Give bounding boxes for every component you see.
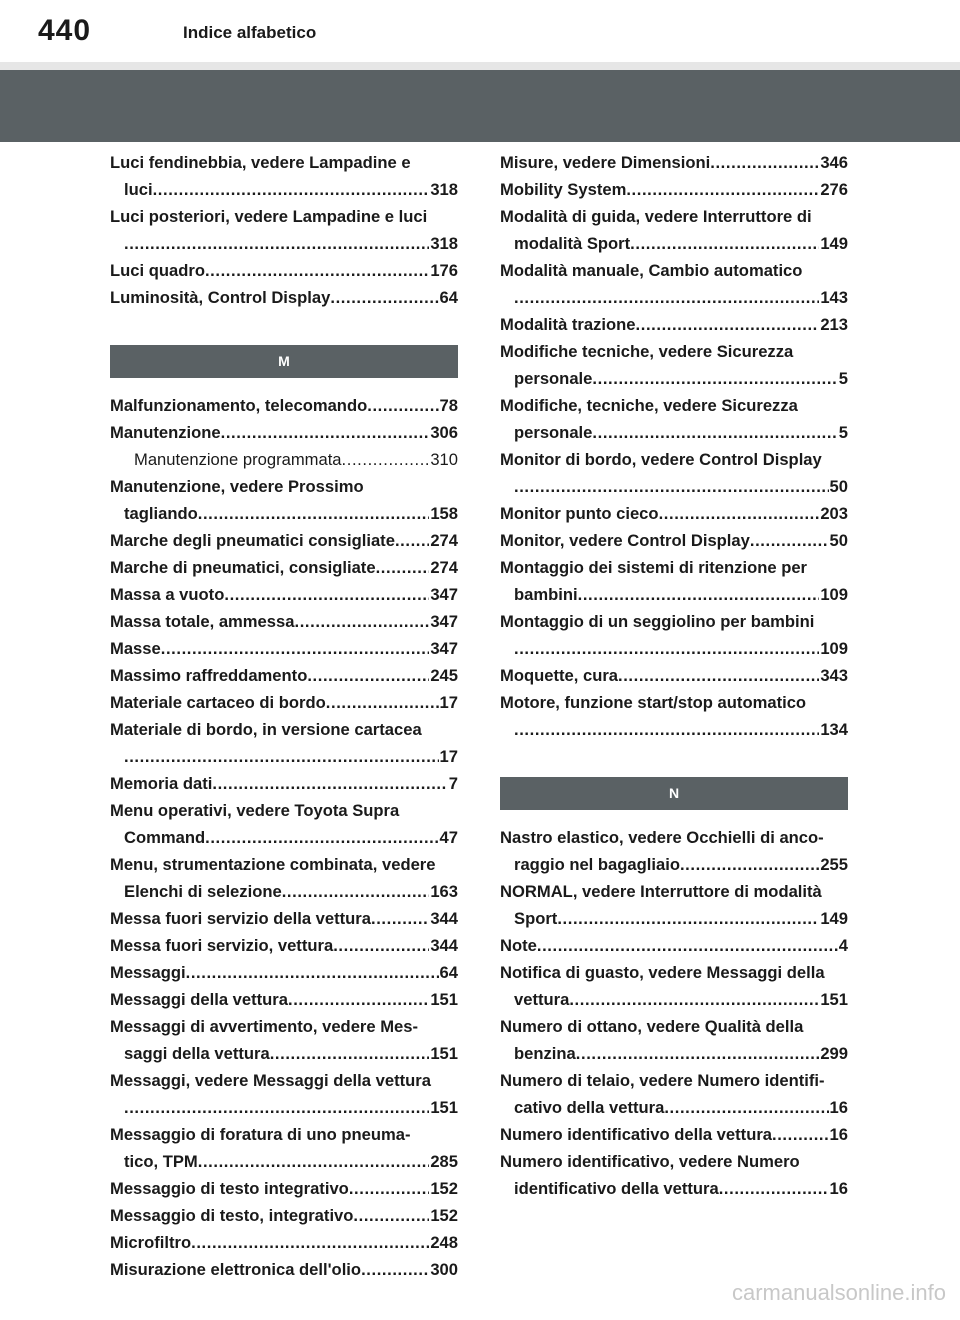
entry-page-line [110,527,458,554]
entry-text: Luci fendinebbia, vedere Lampadine e [110,153,411,172]
entry-page-line [500,284,848,311]
entry-page-line [110,824,458,851]
entry-page-number: 17 [439,747,458,766]
index-entry [110,1202,458,1229]
page-number: 440 [38,14,92,47]
entry-text: Materiale di bordo, in versione cartacea [110,720,422,739]
entry-page-number: 274 [430,531,458,550]
entry-page-line [500,149,848,176]
entry-page-line [500,419,848,446]
dot-leader [618,662,819,689]
header-band [0,70,960,142]
dot-leader [514,284,819,311]
entry-text: Monitor di bordo, vedere Control Display [500,450,822,469]
index-entry [500,149,848,176]
entry-page-number: 299 [820,1044,848,1063]
index-entry [500,1121,848,1148]
entry-page-number: 347 [430,585,458,604]
entry-page-line [500,662,848,689]
entry-page-line [110,689,458,716]
index-entry [500,1148,848,1202]
index-entry [110,473,458,527]
letter-heading: N [500,777,848,810]
entry-page-line [110,230,458,257]
entry-text: Numero identificativo, vedere Numero [500,1152,800,1171]
entry-page-number: 50 [829,531,848,550]
index-entry [500,500,848,527]
entry-text: Modalità di guida, vedere Interruttore di [500,207,812,226]
entry-page-line [110,392,458,419]
entry-page-number: 300 [430,1260,458,1279]
dot-leader [191,1229,429,1256]
dot-leader [224,581,429,608]
dot-leader [124,230,429,257]
dot-leader [294,608,429,635]
entry-text: tico, TPM [124,1152,198,1171]
entry-text: Mobility System [500,180,627,199]
entry-page-number: 134 [820,720,848,739]
entry-text: identificativo della vettura [514,1179,719,1198]
index-entry [110,554,458,581]
entry-page-number: 64 [439,288,458,307]
entry-page-line [500,1175,848,1202]
entry-page-line [500,1121,848,1148]
entry-text: Monitor, vedere Control Display [500,531,750,550]
index-entry [110,932,458,959]
index-entry [110,770,458,797]
entry-page-number: 203 [820,504,848,523]
entry-text: Marche di pneumatici, consigliate [110,558,376,577]
index-entry [110,1175,458,1202]
index-entry [500,392,848,446]
entry-page-line [500,581,848,608]
entry-text: raggio nel bagagliaio [514,855,680,874]
index-entry [110,986,458,1013]
dot-leader [710,149,819,176]
entry-page-number: 151 [820,990,848,1009]
entry-text: Messa fuori servizio della vettura [110,909,371,928]
entry-text: Modalità manuale, Cambio automatico [500,261,803,280]
dot-leader [124,743,439,770]
entry-text: Microfiltro [110,1233,192,1252]
letter-spacer [110,378,458,392]
index-entry [500,689,848,743]
index-entry [110,851,458,905]
entry-page-line [110,1040,458,1067]
entry-page-number: 176 [430,261,458,280]
index-entry [500,932,848,959]
dot-leader [636,311,820,338]
entry-text: Manutenzione programmata [134,450,342,469]
entry-page-line [500,932,848,959]
entry-text: Numero di ottano, vedere Qualità della [500,1017,804,1036]
index-entry [110,959,458,986]
index-entry [110,905,458,932]
entry-text: Materiale cartaceo di bordo [110,693,326,712]
dot-leader [124,1094,429,1121]
entry-page-number: 347 [430,612,458,631]
dot-leader [367,392,438,419]
dot-leader [221,419,430,446]
entry-text: cativo della vettura [514,1098,665,1117]
entry-page-line [110,257,458,284]
dot-leader [153,176,430,203]
dot-leader [186,959,439,986]
entry-page-line [500,986,848,1013]
entry-text: Memoria dati [110,774,213,793]
entry-page-line [500,365,848,392]
entry-text: Messaggio di foratura di uno pneuma- [110,1125,411,1144]
index-entry [500,554,848,608]
entry-page-number: 346 [820,153,848,172]
entry-text: Moquette, cura [500,666,619,685]
entry-text: Modalità trazione [500,315,636,334]
entry-page-line [500,1040,848,1067]
entry-page-line [500,851,848,878]
dot-leader [326,689,439,716]
entry-page-number: 78 [439,396,458,415]
entry-page-number: 343 [820,666,848,685]
entry-page-number: 109 [820,639,848,658]
index-entry [500,311,848,338]
entry-text: Malfunzionamento, telecomando [110,396,368,415]
dot-leader [282,878,430,905]
header-divider [0,62,960,70]
index-entry [500,527,848,554]
entry-page-number: 274 [430,558,458,577]
entry-text: Luci quadro [110,261,205,280]
entry-page-number: 151 [430,990,458,1009]
entry-page-number: 255 [820,855,848,874]
entry-text: Luminosità, Control Display [110,288,331,307]
entry-page-line [110,770,458,797]
dot-leader [333,932,429,959]
entry-page-number: 245 [430,666,458,685]
entry-page-number: 158 [430,504,458,523]
entry-page-line [110,1094,458,1121]
dot-leader [569,986,819,1013]
index-entry [500,824,848,878]
section-title: Indice alfabetico [183,23,317,42]
index-entry [110,1067,458,1121]
dot-leader [659,500,820,527]
entry-text: Monitor punto cieco [500,504,659,523]
entry-text: vettura [514,990,570,1009]
entry-page-line [110,905,458,932]
dot-leader [592,365,837,392]
entry-text: saggi della vettura [124,1044,270,1063]
entry-page-line [500,716,848,743]
entry-text: Messaggio di testo integrativo [110,1179,349,1198]
entry-text: Motore, funzione start/stop automatico [500,693,807,712]
index-entry [500,1067,848,1121]
entry-page-line [500,230,848,257]
entry-page-number: 347 [430,639,458,658]
dot-leader [307,662,429,689]
entry-page-number: 143 [820,288,848,307]
dot-leader [680,851,819,878]
entry-page-line [110,419,458,446]
entry-page-number: 152 [430,1206,458,1225]
index-entry [500,176,848,203]
dot-leader [395,527,429,554]
entry-page-line [134,446,458,473]
entry-page-number: 151 [430,1098,458,1117]
index-subentry [110,446,458,473]
dot-leader [719,1175,829,1202]
entry-page-line [500,473,848,500]
letter-spacer [110,311,458,345]
index-entry [110,689,458,716]
dot-leader [330,284,438,311]
index-entry [110,1121,458,1175]
entry-text: personale [514,423,593,442]
entry-text: Montaggio di un seggiolino per bambini [500,612,815,631]
entry-text: Massa a vuoto [110,585,225,604]
entry-page-number: 310 [430,450,458,469]
entry-page-number: 50 [829,477,848,496]
entry-page-line [110,1148,458,1175]
dot-leader [557,905,819,932]
entry-page-number: 16 [829,1179,848,1198]
entry-text: Massa totale, ammessa [110,612,295,631]
entry-text: Marche degli pneumatici consigliate [110,531,395,550]
dot-leader [198,1148,430,1175]
index-entry [110,1013,458,1067]
index-entry [500,338,848,392]
entry-text: Manutenzione, vedere Prossimo [110,477,364,496]
entry-text: Messaggi di avvertimento, vedere Mes- [110,1017,419,1036]
entry-page-line [500,905,848,932]
entry-text: Command [124,828,206,847]
entry-text: Montaggio dei sistemi di ritenzione per [500,558,808,577]
index-entry [110,419,458,446]
entry-text: tagliando [124,504,198,523]
dot-leader [576,1040,820,1067]
index-entry [110,284,458,311]
entry-text: Misurazione elettronica dell'olio [110,1260,362,1279]
dot-leader [205,257,429,284]
entry-page-line [110,743,458,770]
index-entry [110,527,458,554]
dot-leader [537,932,838,959]
entry-page-number: 47 [439,828,458,847]
index-entry [110,1256,458,1283]
entry-text: bambini [514,585,578,604]
dot-leader [353,1202,429,1229]
dot-leader [514,716,819,743]
dot-leader [361,1256,429,1283]
entry-text: benzina [514,1044,576,1063]
entry-page-number: 17 [439,693,458,712]
entry-page-number: 163 [430,882,458,901]
entry-page-number: 5 [838,423,848,442]
entry-page-line [110,986,458,1013]
entry-page-number: 152 [430,1179,458,1198]
entry-page-number: 16 [829,1125,848,1144]
entry-page-number: 4 [838,936,848,955]
watermark: carmanualsonline.info [731,1280,946,1305]
entry-text: Menu operativi, vedere Toyota Supra [110,801,400,820]
index-entry [500,203,848,257]
entry-page-number: 285 [430,1152,458,1171]
dot-leader [578,581,820,608]
entry-page-line [110,608,458,635]
letter-spacer [500,810,848,824]
index-entry [110,581,458,608]
entry-text: Messa fuori servizio, vettura [110,936,334,955]
dot-leader [349,1175,430,1202]
dot-leader [376,554,430,581]
entry-page-number: 149 [820,909,848,928]
entry-page-number: 318 [430,180,458,199]
dot-leader [514,473,829,500]
entry-text: modalità Sport [514,234,631,253]
index-entry [110,662,458,689]
entry-text: Misure, vedere Dimensioni [500,153,711,172]
entry-text: Numero identificativo della vettura [500,1125,773,1144]
dot-leader [342,446,430,473]
entry-text: Nastro elastico, vedere Occhielli di anco- [500,828,824,847]
index-entry [110,149,458,203]
dot-leader [270,1040,430,1067]
index-entry [500,959,848,1013]
entry-page-line [110,1256,458,1283]
entry-page-line [500,527,848,554]
index-entry [110,203,458,257]
entry-page-number: 64 [439,963,458,982]
dot-leader [750,527,829,554]
entry-text: Masse [110,639,161,658]
index-entry [500,878,848,932]
entry-page-number: 344 [430,909,458,928]
entry-page-line [110,500,458,527]
dot-leader [212,770,447,797]
letter-heading: M [110,345,458,378]
index-entry [110,392,458,419]
entry-page-number: 16 [829,1098,848,1117]
entry-text: Messaggi, vedere Messaggi della vettura [110,1071,431,1090]
dot-leader [198,500,430,527]
index-column-right [500,149,848,1202]
letter-spacer [500,743,848,777]
entry-page-number: 248 [430,1233,458,1252]
dot-leader [205,824,438,851]
index-entry [500,1013,848,1067]
entry-page-number: 344 [430,936,458,955]
dot-leader [630,230,819,257]
dot-leader [772,1121,829,1148]
entry-page-number: 213 [820,315,848,334]
entry-page-line [110,1175,458,1202]
dot-leader [626,176,819,203]
entry-text: Note [500,936,537,955]
entry-page-line [110,959,458,986]
entry-text: Sport [514,909,558,928]
index-entry [110,716,458,770]
entry-page-line [500,311,848,338]
index-entry [110,1229,458,1256]
entry-text: Modifiche, tecniche, vedere Sicurezza [500,396,798,415]
entry-page-number: 276 [820,180,848,199]
index-entry [110,797,458,851]
entry-text: Messaggi [110,963,186,982]
dot-leader [161,635,430,662]
entry-page-number: 7 [448,774,458,793]
entry-text: personale [514,369,593,388]
dot-leader [664,1094,828,1121]
index-entry [110,257,458,284]
index-entry [110,635,458,662]
index-entry [110,608,458,635]
entry-page-number: 149 [820,234,848,253]
page-header [0,0,960,62]
entry-page-line [500,500,848,527]
entry-text: Luci posteriori, vedere Lampadine e luci [110,207,428,226]
dot-leader [371,905,429,932]
entry-page-number: 109 [820,585,848,604]
entry-page-line [500,1094,848,1121]
entry-text: Modifiche tecniche, vedere Sicurezza [500,342,794,361]
entry-text: Elenchi di selezione [124,882,282,901]
entry-text: Massimo raffreddamento [110,666,308,685]
entry-page-number: 318 [430,234,458,253]
entry-page-number: 151 [430,1044,458,1063]
entry-page-line [110,932,458,959]
entry-page-line [110,1202,458,1229]
dot-leader [592,419,837,446]
entry-page-line [110,581,458,608]
entry-page-line [110,878,458,905]
entry-page-line [500,635,848,662]
entry-text: luci [124,180,153,199]
entry-page-line [110,1229,458,1256]
entry-page-line [500,176,848,203]
entry-page-number: 5 [838,369,848,388]
index-entry [500,662,848,689]
entry-text: Manutenzione [110,423,221,442]
entry-text: Messaggi della vettura [110,990,288,1009]
entry-text: NORMAL, vedere Interruttore di modalità [500,882,822,901]
entry-page-line [110,176,458,203]
index-entry [500,608,848,662]
dot-leader [514,635,819,662]
index-entry [500,446,848,500]
entry-page-line [110,662,458,689]
entry-page-number: 306 [430,423,458,442]
entry-text: Numero di telaio, vedere Numero identifi- [500,1071,825,1090]
index-column-left [110,149,458,1283]
entry-text: Menu, strumentazione combinata, vedere [110,855,436,874]
entry-text: Messaggio di testo, integrativo [110,1206,354,1225]
entry-text: Notifica di guasto, vedere Messaggi della [500,963,825,982]
index-entry [500,257,848,311]
entry-page-line [110,554,458,581]
entry-page-line [110,635,458,662]
dot-leader [288,986,429,1013]
entry-page-line [110,284,458,311]
